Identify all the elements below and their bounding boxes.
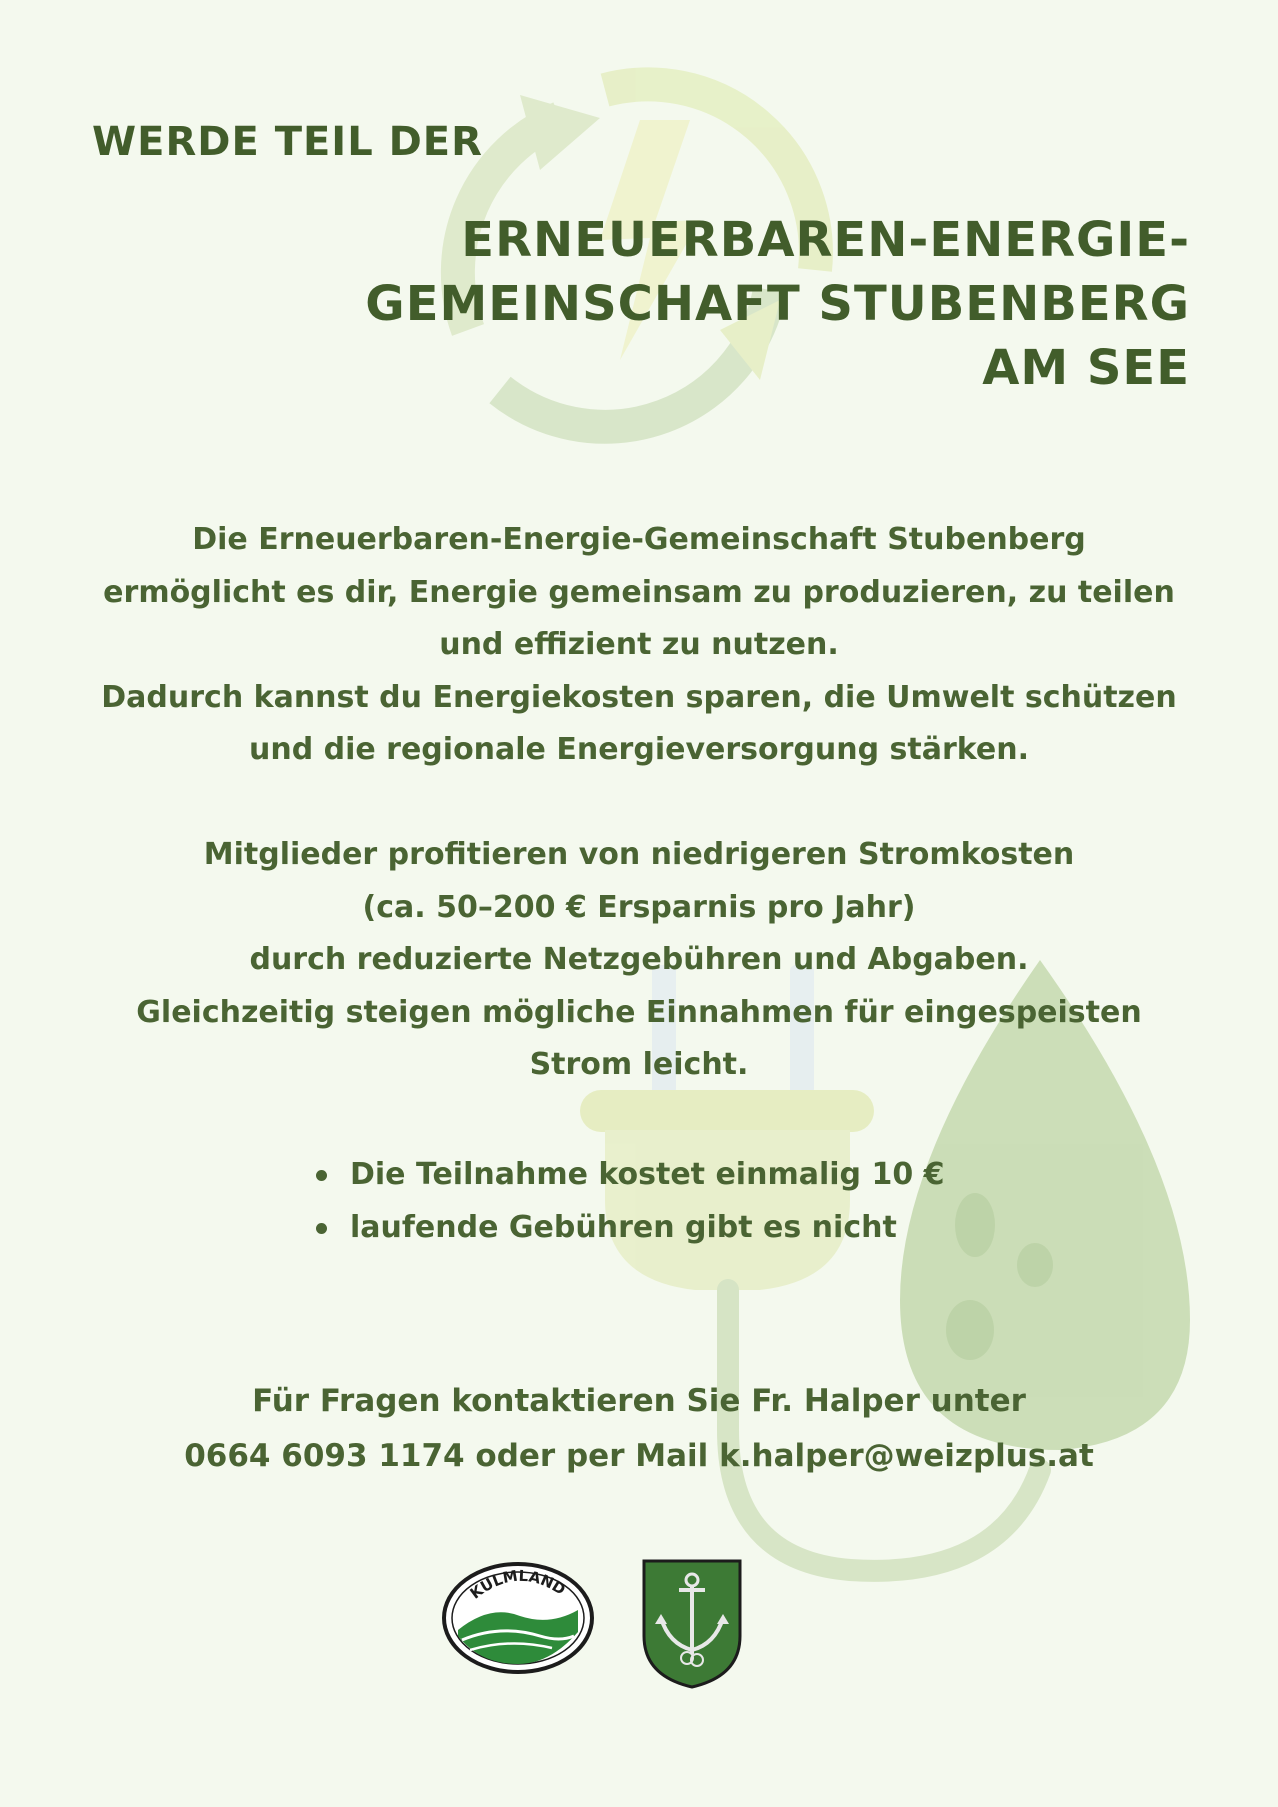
title-line: GEMEINSCHAFT STUBENBERG xyxy=(365,276,1190,332)
bullet-list xyxy=(312,1148,945,1254)
kicker-heading: WERDE TEIL DER xyxy=(92,119,483,165)
kulmland-logo xyxy=(440,1560,596,1676)
text-line: durch reduzierte Netzgebühren und Abgaben. xyxy=(249,942,1029,977)
bullet-dot-icon xyxy=(316,1170,327,1181)
text-line: und effizient zu nutzen. xyxy=(439,627,839,662)
kulmland-logo-text: KULMLAND xyxy=(466,1566,569,1603)
title-line: AM SEE xyxy=(982,340,1190,396)
text-line: (ca. 50–200 € Ersparnis pro Jahr) xyxy=(362,889,916,925)
text-line: und die regionale Energieversorgung stärken. xyxy=(248,732,1029,767)
bullet-dot-icon xyxy=(316,1223,327,1234)
contact-info xyxy=(60,1374,1218,1484)
benefits-paragraph xyxy=(60,829,1218,1092)
anchor-coat-of-arms-icon xyxy=(641,1558,743,1690)
text-line: ermöglicht es dir, Energie gemeinsam zu produzieren, zu teilen xyxy=(103,574,1175,610)
text-line: Strom leicht. xyxy=(529,1047,749,1082)
text-line: Die Erneuerbaren-Energie-Gemeinschaft Stubenberg xyxy=(192,522,1086,557)
bullet-item xyxy=(312,1148,945,1201)
contact-line: Für Fragen kontaktieren Sie Fr. Halper unter xyxy=(252,1383,1026,1419)
bullet-text: laufende Gebühren gibt es nicht xyxy=(350,1210,897,1245)
bullet-item xyxy=(312,1201,945,1254)
contact-line: 0664 6093 1174 oder per Mail k.halper@weizplus.at xyxy=(184,1438,1094,1474)
main-title xyxy=(190,208,1190,400)
text-line: Dadurch kannst du Energiekosten sparen, die Umwelt schützen xyxy=(101,679,1177,715)
text-line: Gleichzeitig steigen mögliche Einnahmen für eingespeisten xyxy=(136,994,1142,1030)
intro-paragraph xyxy=(60,514,1218,777)
title-line: ERNEUERBAREN-ENERGIE- xyxy=(461,212,1190,268)
text-line: Mitglieder profitieren von niedrigeren Stromkosten xyxy=(203,837,1075,872)
bullet-text: Die Teilnahme kostet einmalig 10 € xyxy=(350,1157,945,1192)
